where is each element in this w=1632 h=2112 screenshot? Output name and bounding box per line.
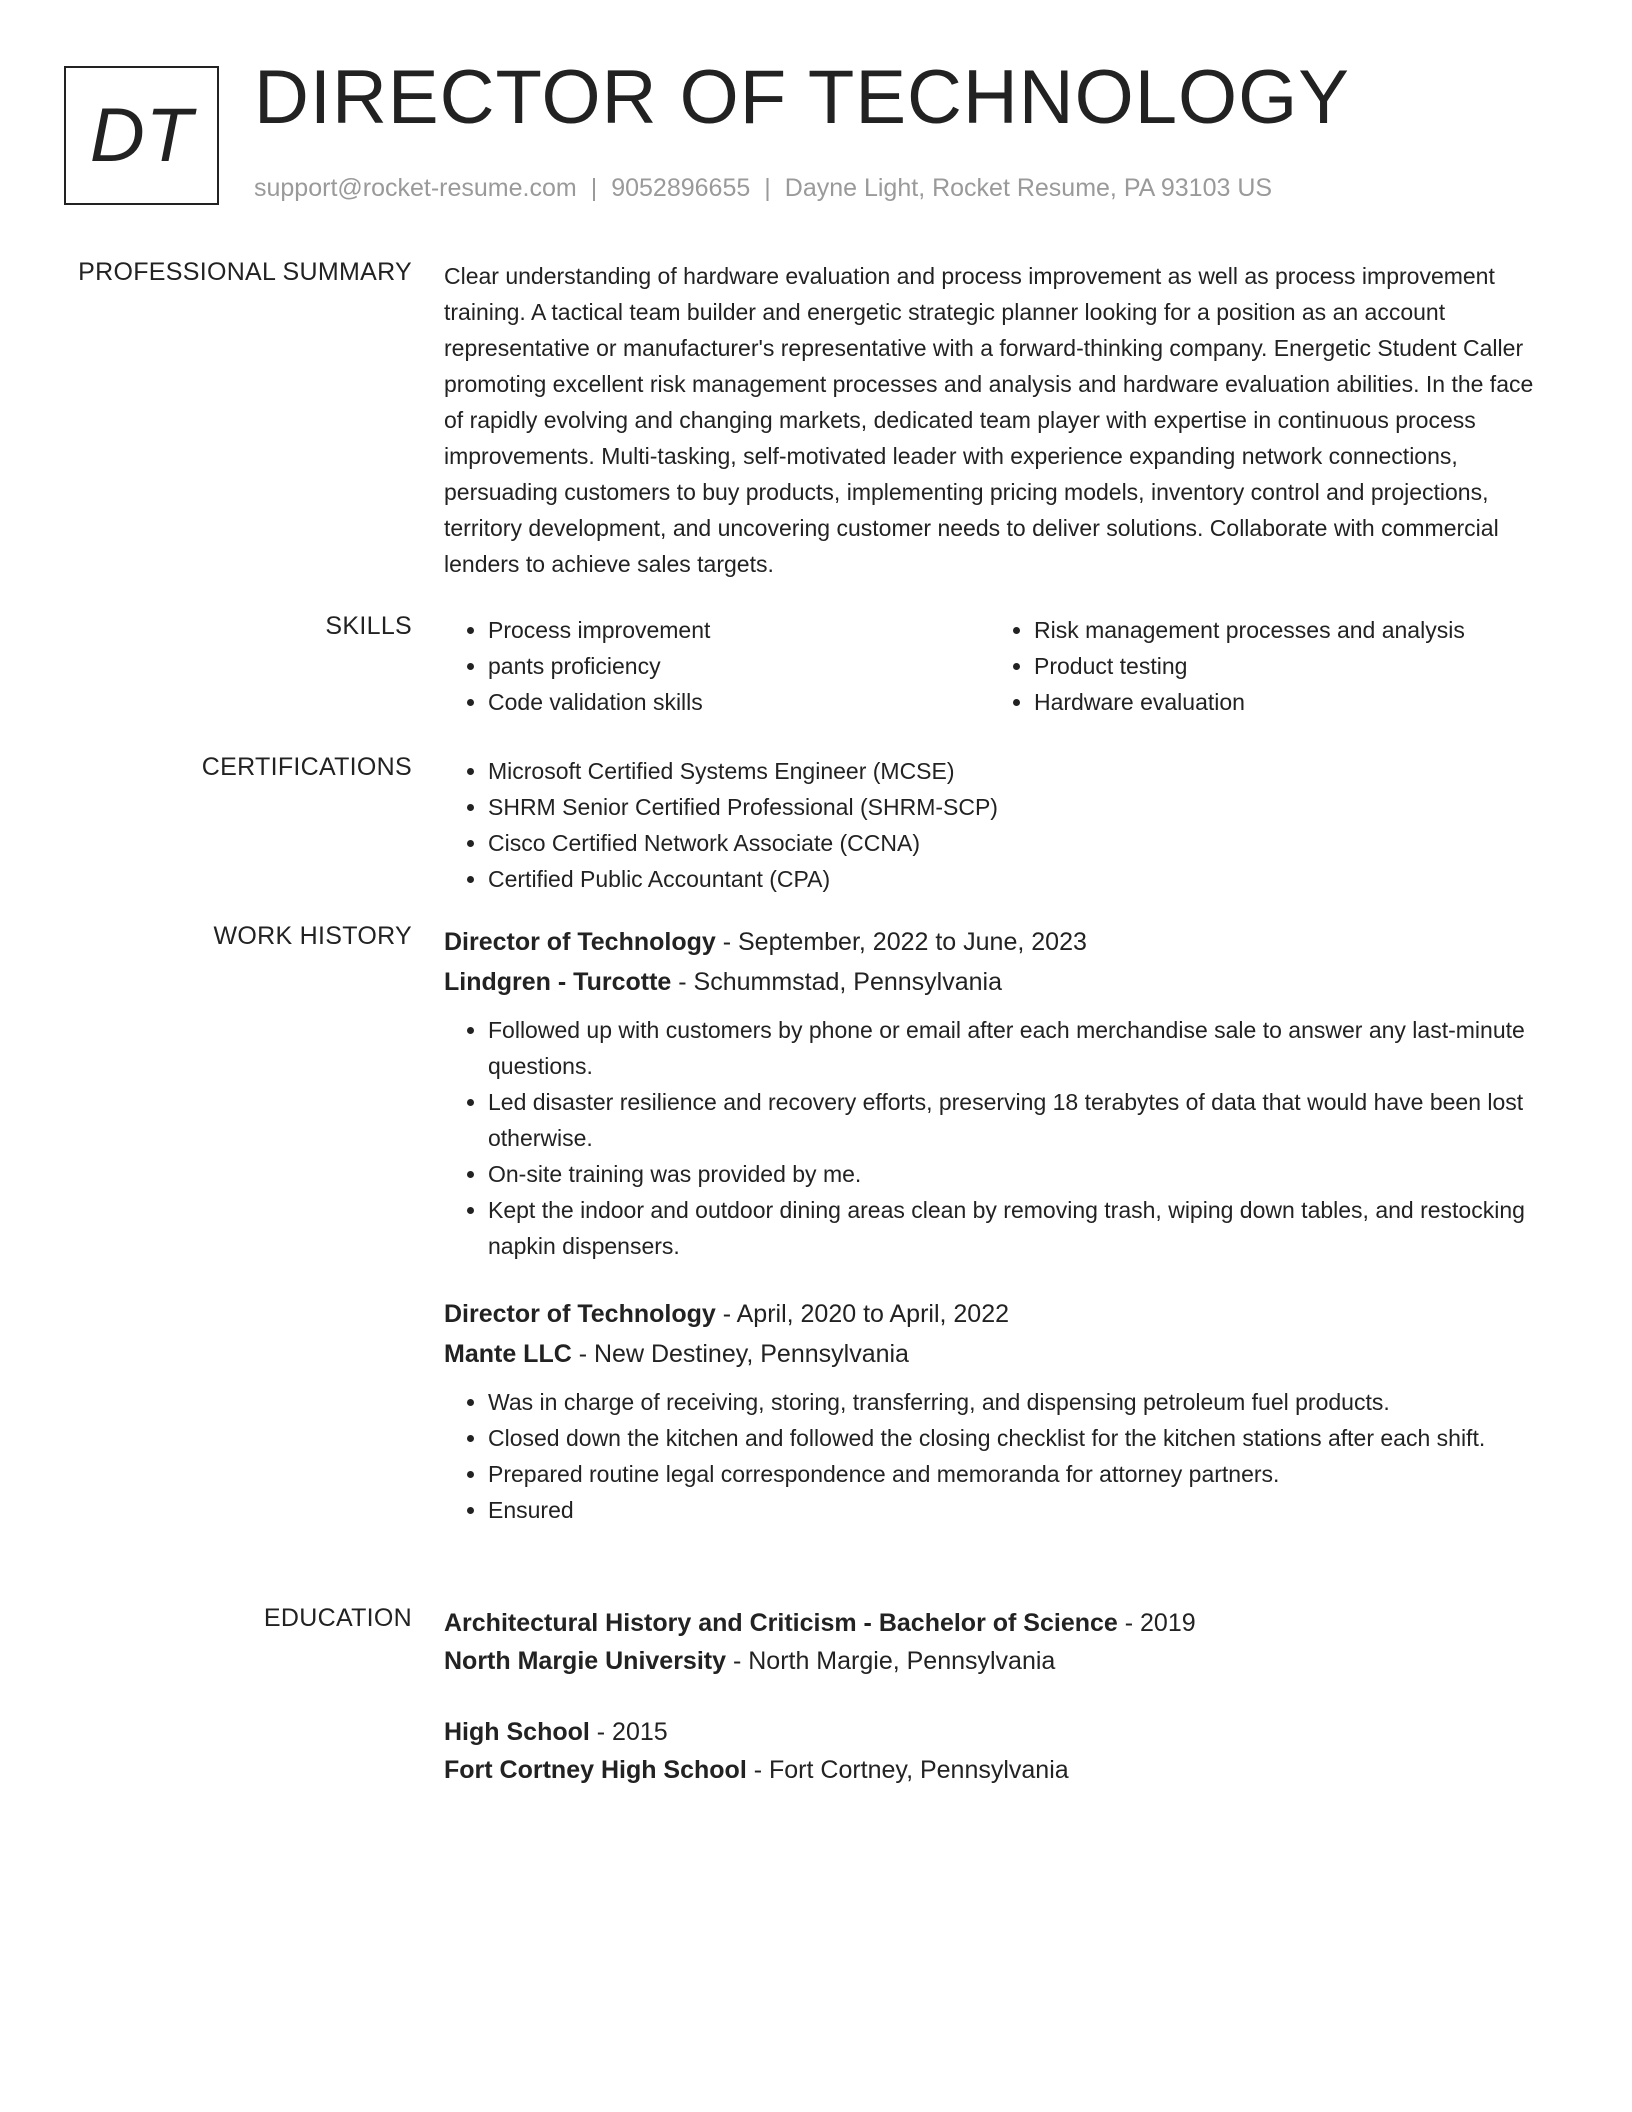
job-location: - Schummstad, Pennsylvania xyxy=(671,968,1002,996)
job-company-line xyxy=(444,962,1554,1002)
job-title-line xyxy=(444,922,1554,962)
job-company-line xyxy=(444,1334,1554,1374)
job-entry xyxy=(444,922,1554,1264)
skill-item: • pants proficiency xyxy=(488,648,990,684)
job-entry xyxy=(444,1294,1554,1528)
education-entry xyxy=(444,1604,1554,1680)
contact-line xyxy=(254,174,1272,203)
job-dates: - September, 2022 to June, 2023 xyxy=(715,928,1087,956)
job-company: Lindgren - Turcotte xyxy=(444,968,672,996)
job-bullet: • Led disaster resilience and recovery efforts, preserving 18 terabytes of data that would have been lost otherwise. xyxy=(488,1084,1554,1156)
job-bullet: • Closed down the kitchen and followed the closing checklist for the kitchen stations after each shift. xyxy=(488,1420,1554,1456)
skills-column-right xyxy=(990,612,1536,720)
job-bullet: • Followed up with customers by phone or email after each merchandise sale to answer any last-minute questions. xyxy=(488,1012,1554,1084)
skills-column-left xyxy=(444,612,990,720)
education-degree-line xyxy=(444,1713,1554,1751)
education-year: - 2015 xyxy=(589,1718,668,1746)
education-degree-line xyxy=(444,1604,1554,1642)
skill-item: • Risk management processes and analysis xyxy=(1034,612,1536,648)
job-title-line xyxy=(444,1294,1554,1334)
contact-address: Dayne Light, Rocket Resume, PA 93103 US xyxy=(784,174,1273,202)
monogram-logo: DT xyxy=(64,66,219,205)
education-entry xyxy=(444,1713,1554,1789)
section-heading-skills: SKILLS xyxy=(325,612,412,640)
education-entries xyxy=(444,1604,1554,1789)
education-school-line xyxy=(444,1642,1554,1680)
job-bullet-list xyxy=(444,1384,1554,1528)
certification-item: • Microsoft Certified Systems Engineer (MCSE) xyxy=(488,753,1554,789)
job-dates: - April, 2020 to April, 2022 xyxy=(715,1300,1010,1328)
job-bullet: • Was in charge of receiving, storing, transferring, and dispensing petroleum fuel products. xyxy=(488,1384,1554,1420)
job-bullet: • On-site training was provided by me. xyxy=(488,1156,1554,1192)
job-company: Mante LLC xyxy=(444,1340,572,1368)
work-history-entries xyxy=(444,922,1554,1528)
section-heading-certifications: CERTIFICATIONS xyxy=(201,753,412,781)
section-heading-education: EDUCATION xyxy=(263,1604,412,1632)
education-school: North Margie University xyxy=(444,1647,727,1675)
skill-item: • Hardware evaluation xyxy=(1034,684,1536,720)
certifications-list xyxy=(444,753,1554,897)
contact-email[interactable]: support@rocket-resume.com xyxy=(254,174,577,202)
section-heading-summary: PROFESSIONAL SUMMARY xyxy=(78,258,412,286)
certification-item: • SHRM Senior Certified Professional (SHRM-SCP) xyxy=(488,789,1554,825)
education-year: - 2019 xyxy=(1117,1609,1196,1637)
education-location: - Fort Cortney, Pennsylvania xyxy=(746,1756,1069,1784)
certification-item: • Certified Public Accountant (CPA) xyxy=(488,861,1554,897)
job-title: Director of Technology xyxy=(444,928,716,956)
education-location: - North Margie, Pennsylvania xyxy=(726,1647,1056,1675)
skill-item: • Process improvement xyxy=(488,612,990,648)
summary-text: Clear understanding of hardware evaluation and process improvement as well as process improvement training. A tactical team builder and energetic strategic planner looking for a position as an account representative or manufacturer's representative with a forward-thinking company. Energetic Student Caller promoting excellent risk management processes and analysis and hardware evaluation abilities. In the face of rapidly evolving and changing markets, dedicated team player with expertise in continuous process improvements. Multi-tasking, self-motivated leader with experience expanding network connections, persuading customers to buy products, implementing pricing models, inventory control and projections, territory development, and uncovering customer needs to deliver solutions. Collaborate with commercial lenders to achieve sales targets. xyxy=(444,263,1534,577)
skills-list xyxy=(444,612,1554,720)
education-school: Fort Cortney High School xyxy=(444,1756,747,1784)
skill-item: • Product testing xyxy=(1034,648,1536,684)
job-location: - New Destiney, Pennsylvania xyxy=(571,1340,909,1368)
job-bullet: • Kept the indoor and outdoor dining areas clean by removing trash, wiping down tables, and restocking napkin dispensers. xyxy=(488,1192,1554,1264)
skill-item: • Code validation skills xyxy=(488,684,990,720)
education-degree: Architectural History and Criticism - Bachelor of Science xyxy=(444,1609,1118,1637)
job-title: Director of Technology xyxy=(444,1300,716,1328)
section-heading-work-history: WORK HISTORY xyxy=(213,922,412,950)
job-bullet: • Ensured xyxy=(488,1492,1554,1528)
education-degree: High School xyxy=(444,1718,590,1746)
contact-separator: | xyxy=(764,174,771,202)
contact-separator: | xyxy=(590,174,598,202)
job-bullet: • Prepared routine legal correspondence and memoranda for attorney partners. xyxy=(488,1456,1554,1492)
certification-item: • Cisco Certified Network Associate (CCNA) xyxy=(488,825,1554,861)
page-title: DIRECTOR OF TECHNOLOGY xyxy=(254,55,1350,140)
education-school-line xyxy=(444,1751,1554,1789)
job-bullet-list xyxy=(444,1012,1554,1264)
contact-phone[interactable]: 9052896655 xyxy=(611,174,751,202)
